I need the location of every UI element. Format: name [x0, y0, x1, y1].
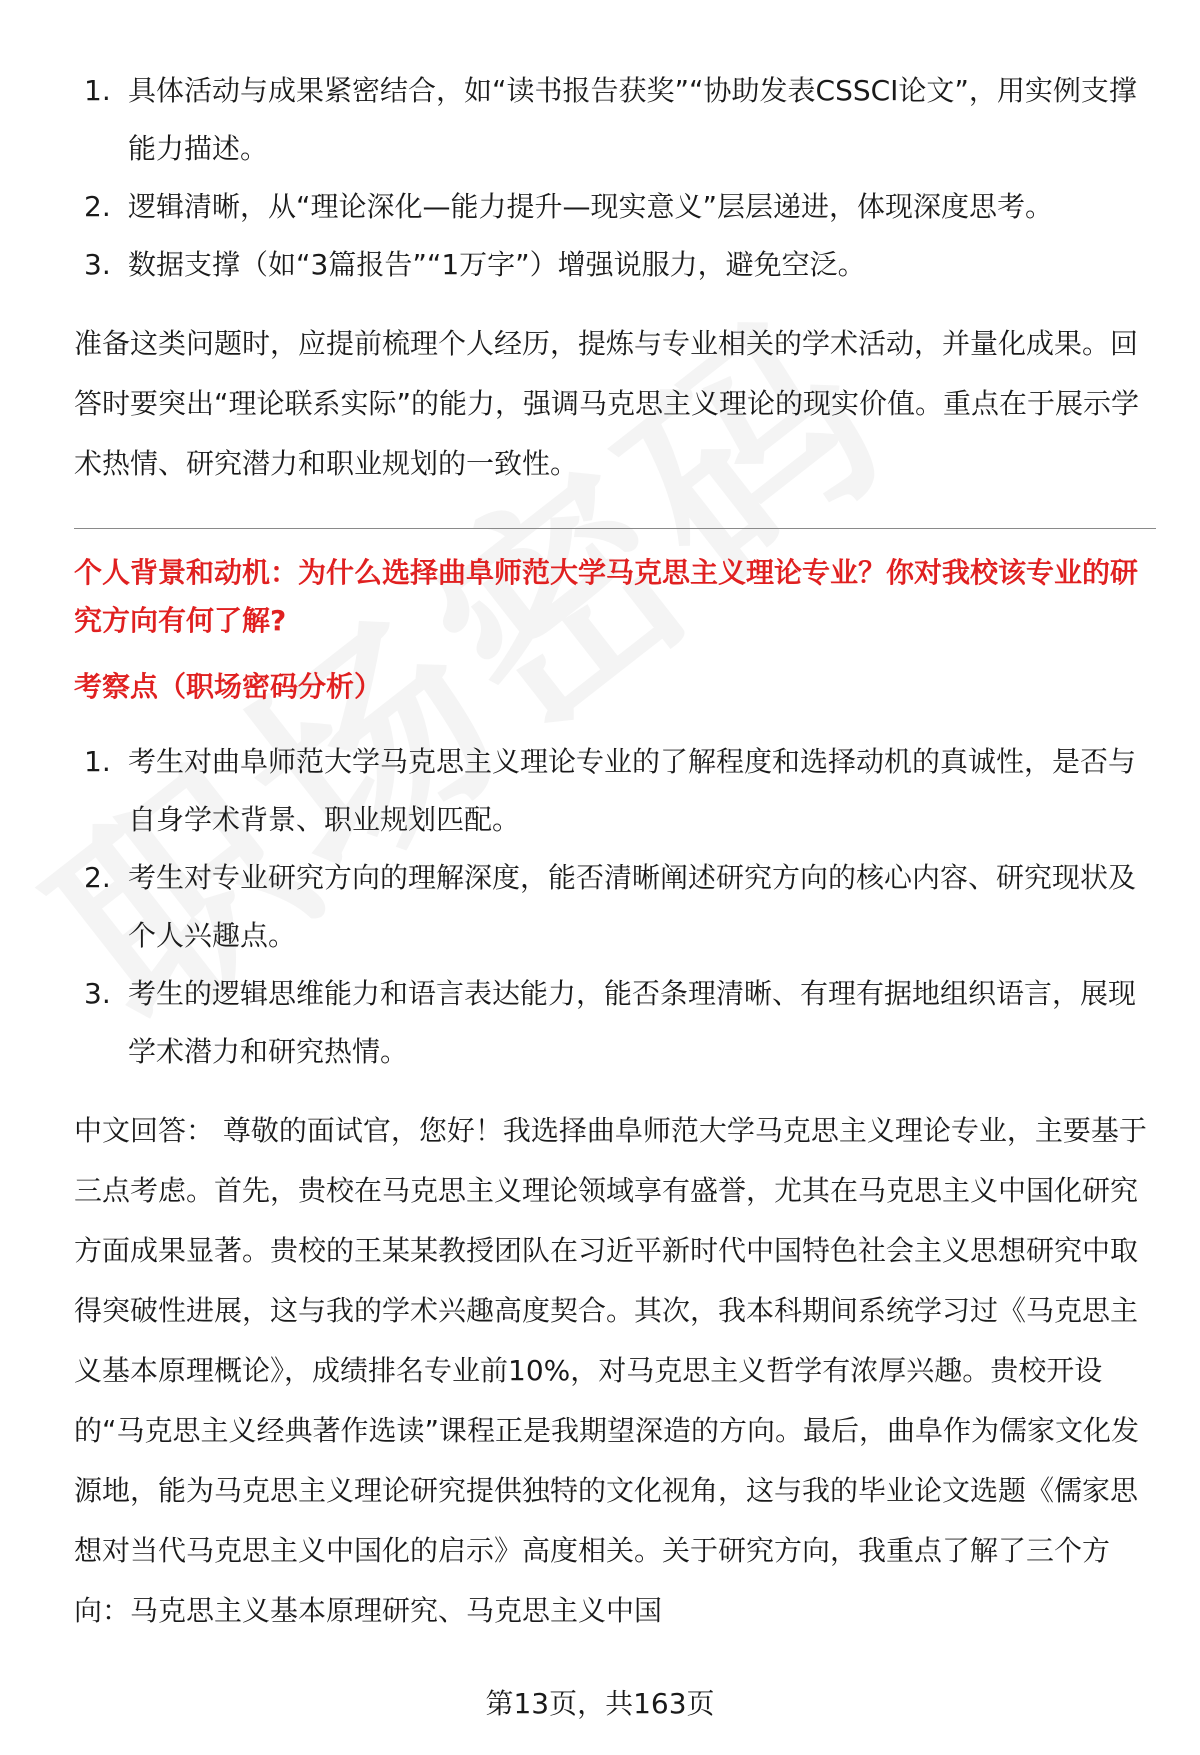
list-item [74, 733, 1156, 849]
list-item [74, 236, 1156, 294]
list-item [74, 965, 1156, 1081]
list-item [74, 62, 1156, 178]
list-item [74, 178, 1156, 236]
tips-list [74, 62, 1156, 294]
list-item-text: 考生对曲阜师范大学马克思主义理论专业的了解程度和选择动机的真诚性，是否与自身学术背景、职业规划匹配。 [128, 745, 1137, 836]
list-item-number: 1. [84, 74, 111, 107]
list-item-number: 1. [84, 745, 111, 778]
list-item-text: 考生对专业研究方向的理解深度，能否清晰阐述研究方向的核心内容、研究现状及个人兴趣点。 [128, 861, 1137, 952]
list-item-number: 2. [84, 861, 111, 894]
list-item-text: 数据支撑（如“3篇报告”“1万字”）增强说服力，避免空泛。 [128, 248, 866, 281]
list-item-number: 3. [84, 248, 111, 281]
assessment-subheading: 考察点（职场密码分析） [74, 670, 383, 703]
list-item-text: 考生的逻辑思维能力和语言表达能力，能否条理清晰、有理有据地组织语言，展现学术潜力和研究热情。 [128, 977, 1137, 1068]
page-number-footer: 第13页，共163页 [485, 1687, 715, 1720]
list-item [74, 849, 1156, 965]
question-heading: 个人背景和动机：为什么选择曲阜师范大学马克思主义理论专业？你对我校该专业的研究方向有何了解? [74, 556, 1139, 637]
assessment-list [74, 733, 1156, 1081]
list-item-text: 具体活动与成果紧密结合，如“读书报告获奖”“协助发表CSSCI论文”，用实例支撑能力描述。 [128, 74, 1137, 165]
list-item-number: 2. [84, 190, 111, 223]
list-item-text: 逻辑清晰，从“理论深化—能力提升—现实意义”层层递进，体现深度思考。 [128, 190, 1054, 223]
summary-paragraph: 准备这类问题时，应提前梳理个人经历，提炼与专业相关的学术活动，并量化成果。回答时要突出“理论联系实际”的能力，强调马克思主义理论的现实价值。重点在于展示学术热情、研究潜力和职业规划的一致性。 [74, 327, 1140, 480]
list-item-number: 3. [84, 977, 111, 1010]
answer-paragraph: 中文回答： 尊敬的面试官，您好！我选择曲阜师范大学马克思主义理论专业，主要基于三点考虑。首先，贵校在马克思主义理论领域享有盛誉，尤其在马克思主义中国化研究方面成果显著。贵校的王某某教授团队在习近平新时代中国特色社会主义思想研究中取得突破性进展，这与我的学术兴趣高度契合。其次，我本科期间系统学习过《马克思主义基本原理概论》，成绩排名专业前10%，对马克思主义哲学有浓厚兴趣。贵校开设的“马克思主义经典著作选读”课程正是我期望深造的方向。最后，曲阜作为儒家文化发源地，能为马克思主义理论研究提供独特的文化视角，这与我的毕业论文选题《儒家思想对当代马克思主义中国化的启示》高度相关。关于研究方向，我重点了解了三个方向：马克思主义基本原理研究、马克思主义中国 [74, 1114, 1147, 1627]
page-content [74, 62, 1156, 1641]
